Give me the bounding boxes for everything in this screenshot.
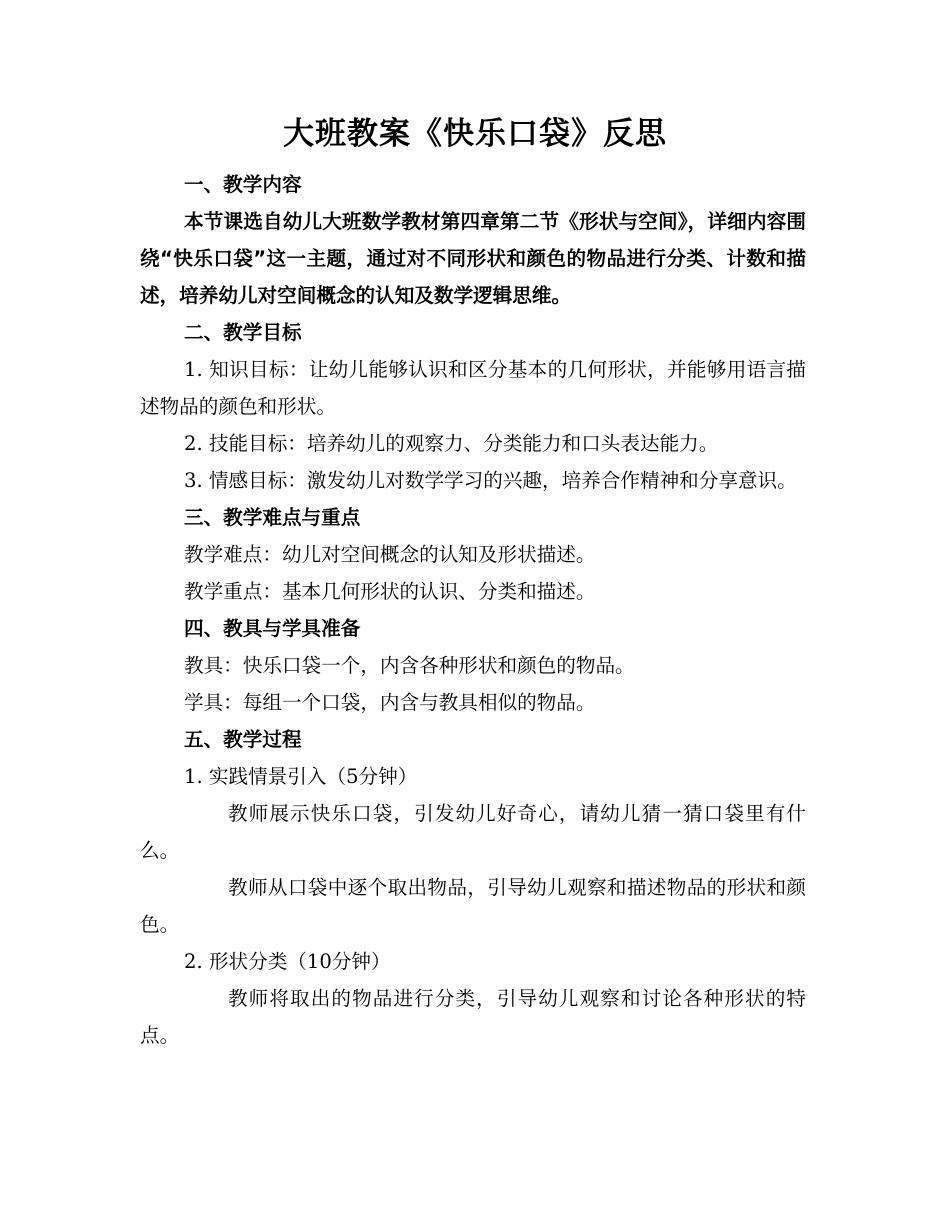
- difficulty-item: 教学难点：幼儿对空间概念的认知及形状描述。: [184, 543, 596, 566]
- content-paragraph: 本节课选自幼儿大班数学教材第四章第二节《形状与空间》，详细内容围绕“快乐口袋”这一主题，通过对不同形状和颜色的物品进行分类、计数和描述，培养幼儿对空间概念的认知及数学逻辑思维。: [140, 210, 806, 307]
- process-step-2-title: 2. 形状分类（10分钟）: [184, 950, 391, 973]
- section-heading-materials: 四、教具与学具准备: [184, 617, 361, 640]
- goal-item-knowledge: 1. 知识目标：让幼儿能够认识和区分基本的几何形状，并能够用语言描述物品的颜色和形状。: [140, 358, 806, 418]
- process-step-1-line: 教师展示快乐口袋，引发幼儿好奇心，请幼儿猜一猜口袋里有什么。: [140, 802, 806, 862]
- document-body: [140, 166, 806, 1054]
- teaching-aid-item: 教具：快乐口袋一个，内含各种形状和颜色的物品。: [184, 654, 635, 677]
- document-title: 大班教案《快乐口袋》反思: [283, 116, 667, 152]
- goal-item-skill: 2. 技能目标：培养幼儿的观察力、分类能力和口头表达能力。: [184, 432, 719, 455]
- key-point-item: 教学重点：基本几何形状的认识、分类和描述。: [184, 580, 596, 603]
- goal-item-emotion: 3. 情感目标：激发幼儿对数学学习的兴趣，培养合作精神和分享意识。: [184, 469, 797, 492]
- learning-aid-item: 学具：每组一个口袋，内含与教具相似的物品。: [184, 691, 596, 714]
- section-heading-goals: 二、教学目标: [184, 321, 302, 344]
- section-heading-content: 一、教学内容: [184, 173, 302, 196]
- section-heading-difficulties: 三、教学难点与重点: [184, 506, 361, 529]
- process-step-1-line: 教师从口袋中逐个取出物品，引导幼儿观察和描述物品的形状和颜色。: [140, 876, 806, 936]
- process-step-1-title: 1. 实践情景引入（5分钟）: [184, 765, 418, 788]
- process-step-2-line: 教师将取出的物品进行分类，引导幼儿观察和讨论各种形状的特点。: [140, 987, 806, 1047]
- section-heading-process: 五、教学过程: [184, 728, 302, 751]
